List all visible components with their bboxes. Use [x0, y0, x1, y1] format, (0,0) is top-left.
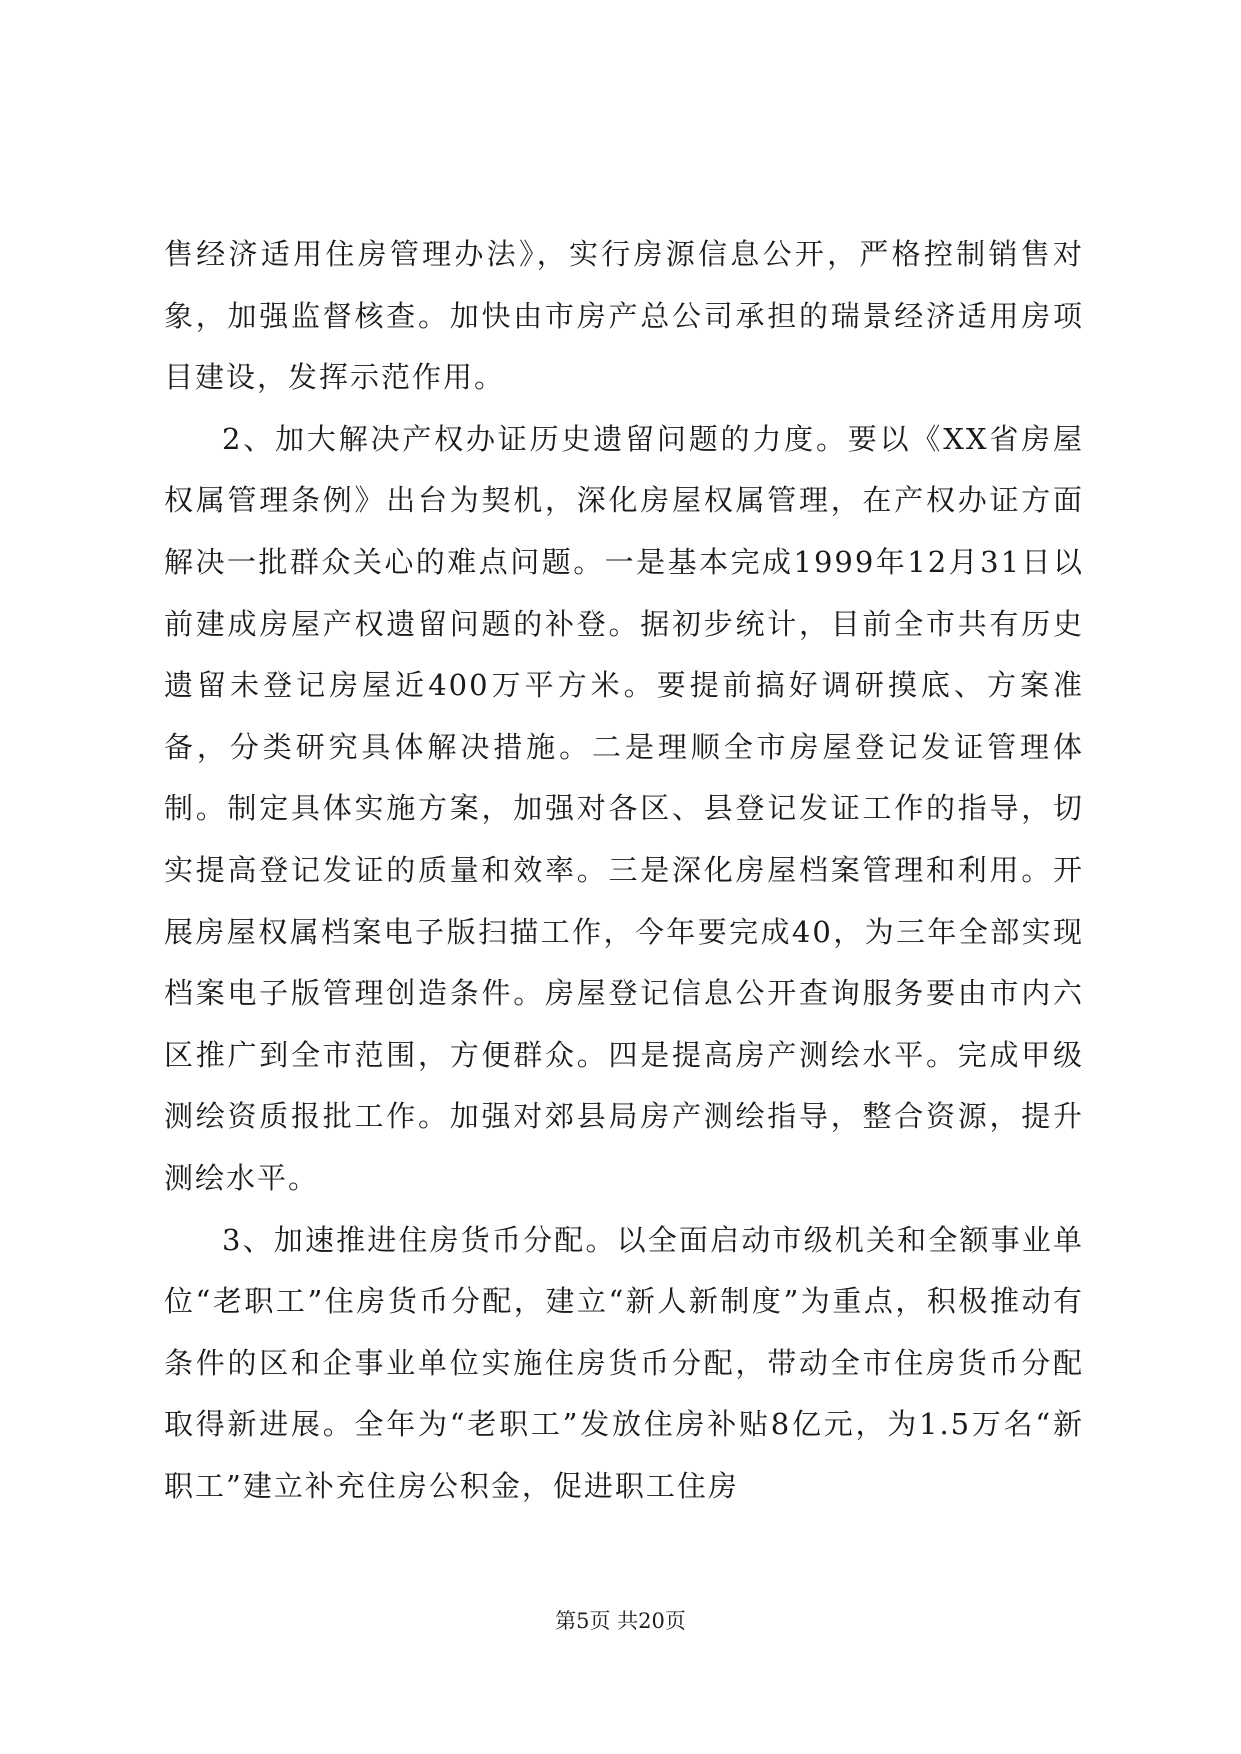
paragraph-2: 2、加大解决产权办证历史遗留问题的力度。要以《XX省房屋权属管理条例》出台为契机，深化房屋权属管理，在产权办证方面解决一批群众关心的难点问题。一是基本完成1999年12月31日以前建成房屋产权遗留问题的补登。据初步统计，目前全市共有历史遗留未登记房屋近400万平方米。要提前搞好调研摸底、方案准备，分类研究具体解决措施。二是理顺全市房屋登记发证管理体制。制定具体实施方案，加强对各区、县登记发证工作的指导，切实提高登记发证的质量和效率。三是深化房屋档案管理和利用。开展房屋权属档案电子版扫描工作，今年要完成40，为三年全部实现档案电子版管理创造条件。房屋登记信息公开查询服务要由市内六区推广到全市范围，方便群众。四是提高房产测绘水平。完成甲级测绘资质报批工作。加强对郊县局房产测绘指导，整合资源，提升测绘水平。	[164, 421, 1084, 1195]
paragraph-3: 3、加速推进住房货币分配。以全面启动市级机关和全额事业单位“老职工”住房货币分配，建立“新人新制度”为重点，积极推动有条件的区和企事业单位实施住房货币分配，带动全市住房货币分配取得新进展。全年为“老职工”发放住房补贴8亿元，为1.5万名“新职工”建立补充住房公积金，促进职工住房	[164, 1222, 1084, 1503]
document-body	[164, 224, 1084, 1517]
page-number-footer: 第5页 共20页	[555, 1609, 686, 1633]
paragraph-1: 售经济适用住房管理办法》，实行房源信息公开，严格控制销售对象，加强监督核查。加快由市房产总公司承担的瑞景经济适用房项目建设，发挥示范作用。	[164, 237, 1084, 395]
